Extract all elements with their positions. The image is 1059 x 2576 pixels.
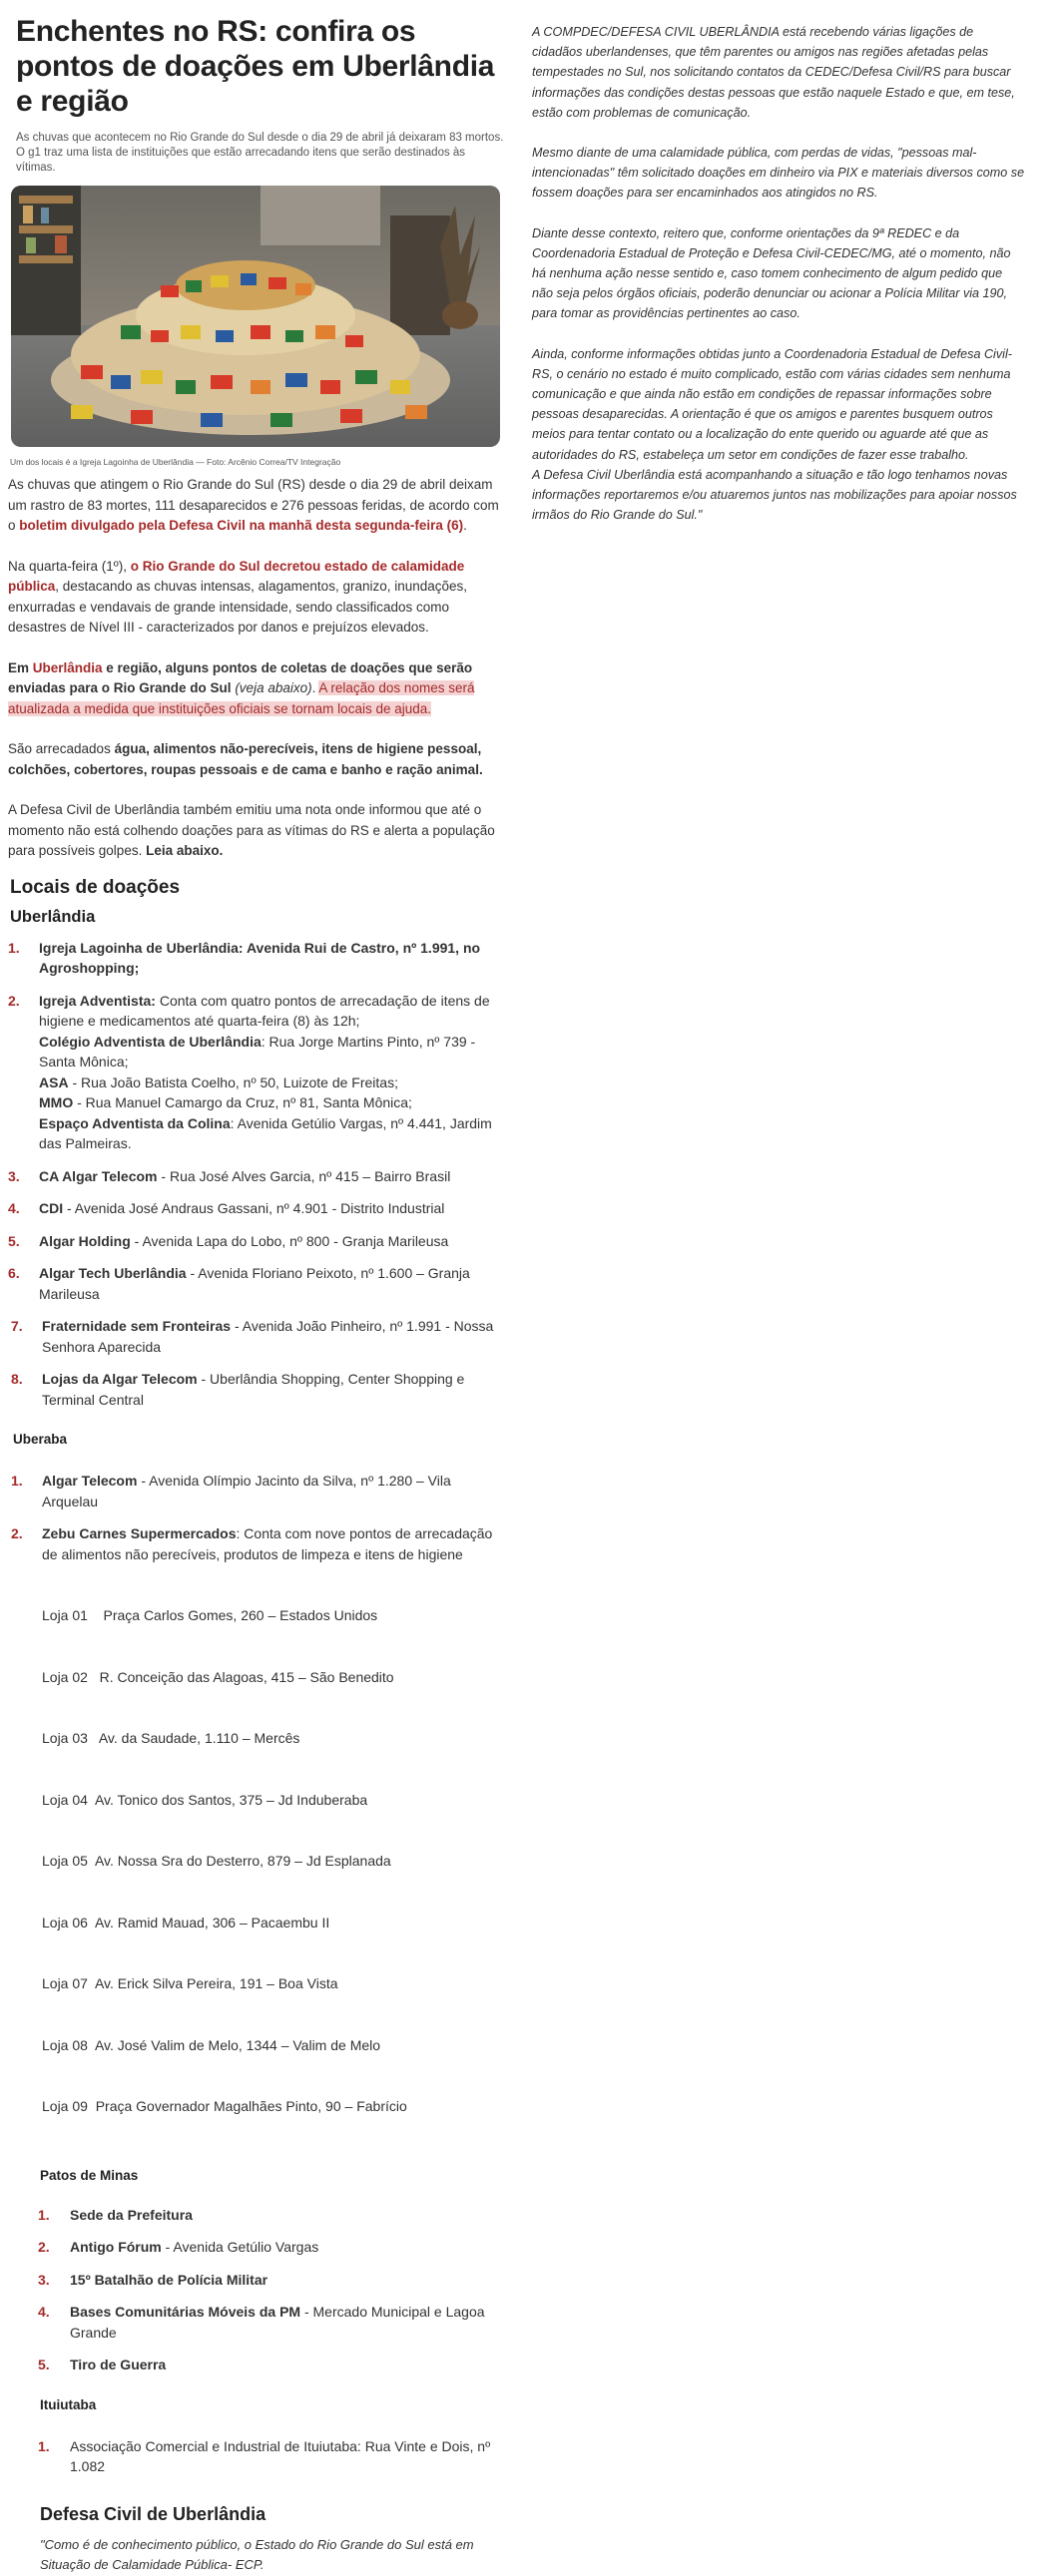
patos-heading: Patos de Minas — [40, 2167, 139, 2183]
patos-list — [8, 2205, 507, 2375]
list-item: 2. Zebu Carnes Supermercados: Conta com nove pontos de arrecadação de alimentos não perecíveis, produtos de limpeza e itens de higiene Loja 01 Praça Carlos Gomes, 260 – Estados Unidos Loja 02 R. Conceição das Alagoas, 415 – São Benedito Loja 03 Av. da Saudade, 1.110 – Mercês Loja 04 Av. Tonico dos Santos, 375 – Jd Induberaba Loja 05 Av. Nossa Sra do Desterro, 879 – Jd Esplanada Loja 06 Av. Ramid Mauad, 306 – Pacaembu II Loja 07 Av. Erick Silva Pereira, 191 – Boa Vista Loja 08 Av. José Valim de Melo, 1344 – Valim de Melo Loja 09 Praça Governador Magalhães Pinto, 90 – Fabrício — [8, 1523, 507, 2158]
uberlandia-heading: Uberlândia — [10, 907, 96, 926]
defesa-paragraph-5: A Defesa Civil Uberlândia está acompanhando a situação e tão logo tenhamos novas informações reportaremos e/ou atuaremos juntos nas mobilizações para apoiar nossos irmãos do Rio Grande do Sul." — [532, 467, 1017, 523]
highlighted-notice: A relação dos nomes será atualizada a medida que instituições oficiais se tornam locais de ajuda. — [8, 680, 475, 716]
list-item: 4. Bases Comunitárias Móveis da PM - Mercado Municipal e Lagoa Grande — [38, 2304, 485, 2341]
ituiutaba-heading: Ituiutaba — [40, 2396, 97, 2412]
list-item: 5. Algar Holding - Avenida Lapa do Lobo, nº 800 - Granja Marileusa — [8, 1232, 449, 1249]
list-item: 3. CA Algar Telecom - Rua José Alves Garcia, nº 415 – Bairro Brasil — [8, 1167, 451, 1184]
locais-heading: Locais de doações — [10, 876, 181, 898]
list-item: 5. Tiro de Guerra — [38, 2357, 167, 2372]
defesa-paragraph-1: A COMPDEC/DEFESA CIVIL UBERLÂNDIA está recebendo várias ligações de cidadãos uberlandenses, que têm parentes ou amigos nas regiões afetadas pelas tempestades no Sul, nos solicitando contatos da CEDEC/Defesa Civil/RS para buscar informações das condições destas pessoas que estão naquele Estado e que, em tese, estão com problemas de comunicação. — [532, 25, 1015, 120]
paragraph-calamidade: Na quarta-feira (1º), o Rio Grande do Sul decretou estado de calamidade pública, destacando as chuvas intensas, alagamentos, granizo, inundações, enxurradas e vendavais de grande intensidade, sendo classificados como desastres de Nível III - caracterizados por danos e prejuízos elevados. — [8, 558, 468, 635]
calamidade-link[interactable]: o Rio Grande do Sul decretou estado de calamidade pública — [8, 558, 465, 594]
defesa-paragraph-3: Diante desse contexto, reitero que, conforme orientações da 9ª REDEC e da Coordenadoria Estadual de Proteção e Defesa Civil-CEDEC/MG, até o momento, não há nenhuma ação nesse sentido e, caso tomem conhecimento de algum pedido que não seja pelos órgãos oficiais, poderão denunciar ou acionar a Polícia Militar via 190, para tomar as providências pertinentes ao caso. — [532, 225, 1011, 321]
ituiutaba-list — [8, 2436, 507, 2477]
paragraph-nota: A Defesa Civil de Uberlândia também emitiu uma nota onde informou que até o momento não está colhendo doações para as vítimas do RS e alerta a população para possíveis golpes. Leia abaixo. — [8, 802, 495, 858]
list-item: 2. Antigo Fórum - Avenida Getúlio Vargas — [38, 2239, 319, 2255]
list-item: 3. 15º Batalhão de Polícia Militar — [38, 2271, 268, 2288]
paragraph-intro: As chuvas que atingem o Rio Grande do Sul (RS) desde o dia 29 de abril deixam um rastro de 83 mortes, 111 desaparecidos e 276 pessoas feridas, de acordo com o boletim divulgado pela Defesa Civil na manhã desta segunda-feira (6). — [8, 477, 499, 533]
headline: Enchentes no RS: confira os pontos de doações em Uberlândia e região — [16, 15, 495, 118]
defesa-paragraph-2: Mesmo diante de uma calamidade pública, com perdas de vidas, "pessoas mal-intencionadas" têm solicitado doações em dinheiro via PIX e materiais diversos como se fossem doações para ser encaminhados aos atingidos no RS. — [532, 146, 1025, 201]
defesa-paragraph-4: Ainda, conforme informações obtidas junto a Coordenadoria Estadual de Defesa Civil- RS, o cenário no estado é muito complicado, estão com várias cidades sem nenhuma comunicação e que ainda não estão em condições de repassar informações sobre pessoas desaparecidas. A orientação é que os amigos e parentes busquem outros meios para tentar contato ou a localização do ente querido ou aguarde até que as autoridades do RS, estabeleça um setor em condições de fazer esse trabalho. — [532, 346, 1012, 462]
defesa-heading: Defesa Civil de Uberlândia — [40, 2503, 266, 2524]
list-item: 8. Lojas da Algar Telecom - Uberlândia Shopping, Center Shopping e Terminal Central — [11, 1371, 465, 1408]
list-item: 1. Igreja Lagoinha de Uberlândia: Avenida Rui de Castro, nº 1.991, no Agroshopping; — [8, 939, 481, 976]
donations-photo-illustration — [11, 186, 500, 447]
uberaba-list — [8, 1471, 507, 2158]
list-item: 2. Igreja Adventista: Conta com quatro pontos de arrecadação de itens de higiene e medicamentos até quarta-feira (8) às 12h; Colégio Adventista de Uberlândia: Rua Jorge Martins Pinto, nº 739 - Santa Mônica; ASA - Rua João Batista Coelho, nº 50, Luizote de Freitas; MMO - Rua Manuel Camargo da Cruz, nº 81, Santa Mônica; Espaço Adventista da Colina: Avenida Getúlio Vargas, nº 4.441, Jardim das Palmeiras. — [8, 992, 492, 1151]
photo-caption: Um dos locais é a Igreja Lagoinha de Uberlândia — Foto: Arcênio Correa/TV Integração — [10, 457, 341, 467]
store-list: Loja 01 Praça Carlos Gomes, 260 – Estados Unidos Loja 02 R. Conceição das Alagoas, 415 – São Benedito Loja 03 Av. da Saudade, 1.110 – Mercês Loja 04 Av. Tonico dos Santos, 375 – Jd Induberaba Loja 05 Av. Nossa Sra do Desterro, 879 – Jd Esplanada Loja 06 Av. Ramid Mauad, 306 – Pacaembu II Loja 07 Av. Erick Silva Pereira, 191 – Boa Vista Loja 08 Av. José Valim de Melo, 1344 – Valim de Melo Loja 09 Praça Governador Magalhães Pinto, 90 – Fabrício — [42, 1607, 407, 2114]
list-item: 1. Sede da Prefeitura — [38, 2206, 193, 2223]
uberaba-heading: Uberaba — [13, 1432, 68, 1447]
donations-photo — [11, 186, 500, 447]
article-side-column — [532, 22, 1026, 525]
uberlandia-list — [8, 938, 507, 1411]
list-item: 7. Fraternidade sem Fronteiras - Avenida João Pinheiro, nº 1.991 - Nossa Senhora Aparecida — [11, 1318, 494, 1355]
article-main-column — [8, 14, 507, 2576]
list-item: 1. Algar Telecom - Avenida Olímpio Jacinto da Silva, nº 1.280 – Vila Arquelau — [11, 1473, 451, 1509]
paragraph-pontos: Em Uberlândia e região, alguns pontos de coletas de doações que serão enviadas para o Rio Grande do Sul (veja abaixo). A relação dos nomes será atualizada a medida que instituições oficiais se tornam locais de ajuda. — [8, 659, 475, 716]
boletim-link[interactable]: boletim divulgado pela Defesa Civil na manhã desta segunda-feira (6) — [19, 518, 464, 533]
list-item: 4. CDI - Avenida José Andraus Gassani, nº 4.901 - Distrito Industrial — [8, 1200, 445, 1216]
list-item: 1. Associação Comercial e Industrial de Ituiutaba: Rua Vinte e Dois, nº 1.082 — [38, 2437, 491, 2474]
list-item: 6. Algar Tech Uberlândia - Avenida Floriano Peixoto, nº 1.600 – Granja Marileusa — [8, 1265, 470, 1302]
defesa-quote-start: "Como é de conhecimento público, o Estado do Rio Grande do Sul está em Situação de Calamidade Pública- ECP. — [40, 2536, 474, 2572]
paragraph-itens: São arrecadados água, alimentos não-perecíveis, itens de higiene pessoal, colchões, cobertores, roupas pessoais e de cama e banho e ração animal. — [8, 741, 483, 777]
uberlandia-link[interactable]: Uberlândia — [32, 659, 103, 675]
subheadline: As chuvas que acontecem no Rio Grande do Sul desde o dia 29 de abril já deixaram 83 mortos. O g1 traz uma lista de instituições que estão arrecadando itens que serão destinados às vítimas. — [16, 132, 504, 174]
